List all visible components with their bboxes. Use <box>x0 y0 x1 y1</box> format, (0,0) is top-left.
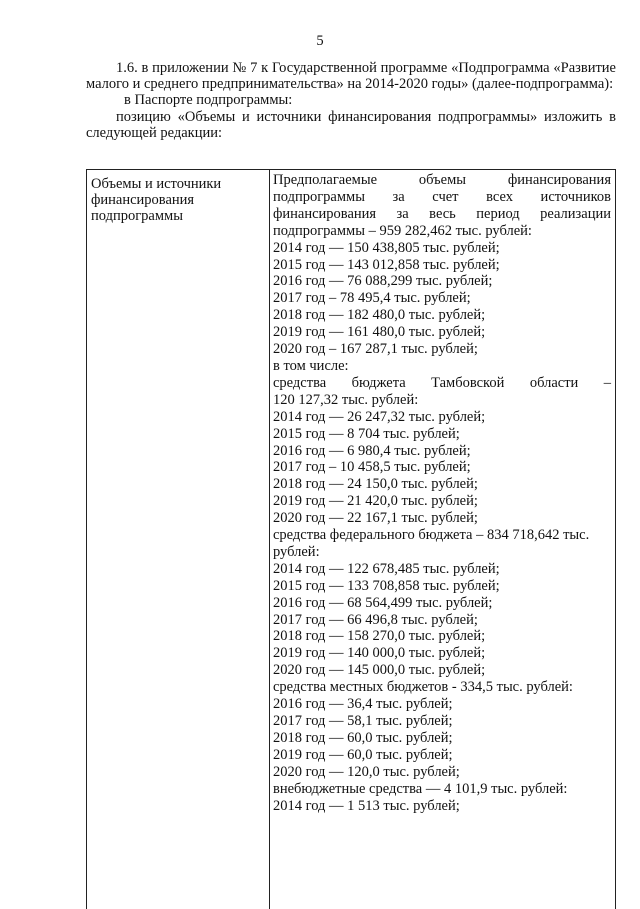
right-cell-line: 2017 год – 78 495,4 тыс. рублей; <box>273 290 471 307</box>
right-cell-line: 2017 год – 10 458,5 тыс. рублей; <box>273 459 471 476</box>
right-cell-line: 2020 год — 22 167,1 тыс. рублей; <box>273 510 478 527</box>
right-cell-line: 2020 год — 145 000,0 тыс. рублей; <box>273 662 486 679</box>
right-cell-line: подпрограммы за счет всех источников <box>273 188 611 205</box>
left-cell <box>91 176 263 225</box>
right-cell-line: средства федерального бюджета – 834 718,642 тыс. <box>273 527 590 544</box>
right-cell <box>273 172 611 814</box>
right-cell-line: 2016 год — 6 980,4 тыс. рублей; <box>273 442 471 459</box>
right-cell-line: 2015 год — 8 704 тыс. рублей; <box>273 425 460 442</box>
right-cell-line: рублей: <box>273 543 320 560</box>
right-cell-line: 2019 год — 161 480,0 тыс. рублей; <box>273 324 486 341</box>
right-cell-line: 2018 год — 60,0 тыс. рублей; <box>273 729 453 746</box>
right-cell-line: 2016 год — 68 564,499 тыс. рублей; <box>273 594 493 611</box>
right-cell-line: 2020 год — 120,0 тыс. рублей; <box>273 763 460 780</box>
right-cell-line: 2020 год – 167 287,1 тыс. рублей; <box>273 341 478 358</box>
right-cell-line: финансирования за весь период реализации <box>273 205 611 222</box>
right-cell-line: 2019 год — 60,0 тыс. рублей; <box>273 746 453 763</box>
intro-paragraph-2: в Паспорте подпрограммы: <box>124 92 293 109</box>
left-cell-line: финансирования <box>91 192 195 209</box>
right-cell-line: внебюджетные средства — 4 101,9 тыс. рублей: <box>273 780 568 797</box>
right-cell-line: средства местных бюджетов - 334,5 тыс. рублей: <box>273 679 573 696</box>
right-cell-line: 2017 год — 66 496,8 тыс. рублей; <box>273 611 478 628</box>
page-number: 5 <box>316 33 324 49</box>
right-cell-line: 2018 год — 158 270,0 тыс. рублей; <box>273 628 486 645</box>
right-cell-line: 2014 год — 1 513 тыс. рублей; <box>273 797 460 814</box>
right-cell-line: в том числе: <box>273 357 349 374</box>
right-cell-line: Предполагаемые объемы финансирования <box>273 172 611 188</box>
right-cell-line: 2018 год — 182 480,0 тыс. рублей; <box>273 307 486 324</box>
right-cell-line: средства бюджета Тамбовской области – <box>273 374 611 391</box>
left-cell-line: Объемы и источники <box>91 176 222 192</box>
right-cell-line: 2015 год — 143 012,858 тыс. рублей; <box>273 256 500 273</box>
column-divider <box>269 170 270 909</box>
right-cell-line: 2015 год — 133 708,858 тыс. рублей; <box>273 577 500 594</box>
right-cell-line: подпрограммы – 959 282,462 тыс. рублей: <box>273 222 532 239</box>
right-cell-line: 2014 год — 26 247,32 тыс. рублей; <box>273 408 486 425</box>
intro-text <box>86 60 616 141</box>
right-cell-line: 2014 год — 150 438,805 тыс. рублей; <box>273 239 500 256</box>
intro-paragraph-3: позицию «Объемы и источники финансирования подпрограммы» изложить в следующей редакции: <box>86 108 616 141</box>
right-cell-line: 2019 год — 21 420,0 тыс. рублей; <box>273 493 478 510</box>
right-cell-line: 120 127,32 тыс. рублей: <box>273 391 419 408</box>
right-cell-line: 2018 год — 24 150,0 тыс. рублей; <box>273 476 478 493</box>
left-cell-line: подпрограммы <box>91 208 183 225</box>
right-cell-line: 2014 год — 122 678,485 тыс. рублей; <box>273 560 500 577</box>
right-cell-line: 2016 год — 36,4 тыс. рублей; <box>273 696 453 713</box>
financing-table <box>86 169 616 909</box>
right-cell-line: 2017 год — 58,1 тыс. рублей; <box>273 713 453 729</box>
right-cell-line: 2019 год — 140 000,0 тыс. рублей; <box>273 645 486 662</box>
right-cell-line: 2016 год — 76 088,299 тыс. рублей; <box>273 273 493 290</box>
intro-paragraph-1: 1.6. в приложении № 7 к Государственной программе «Подпрограмма «Развитие малого и среднего предпринимательства» на 2014-2020 годы» (далее-подпрограмма): <box>86 60 616 93</box>
